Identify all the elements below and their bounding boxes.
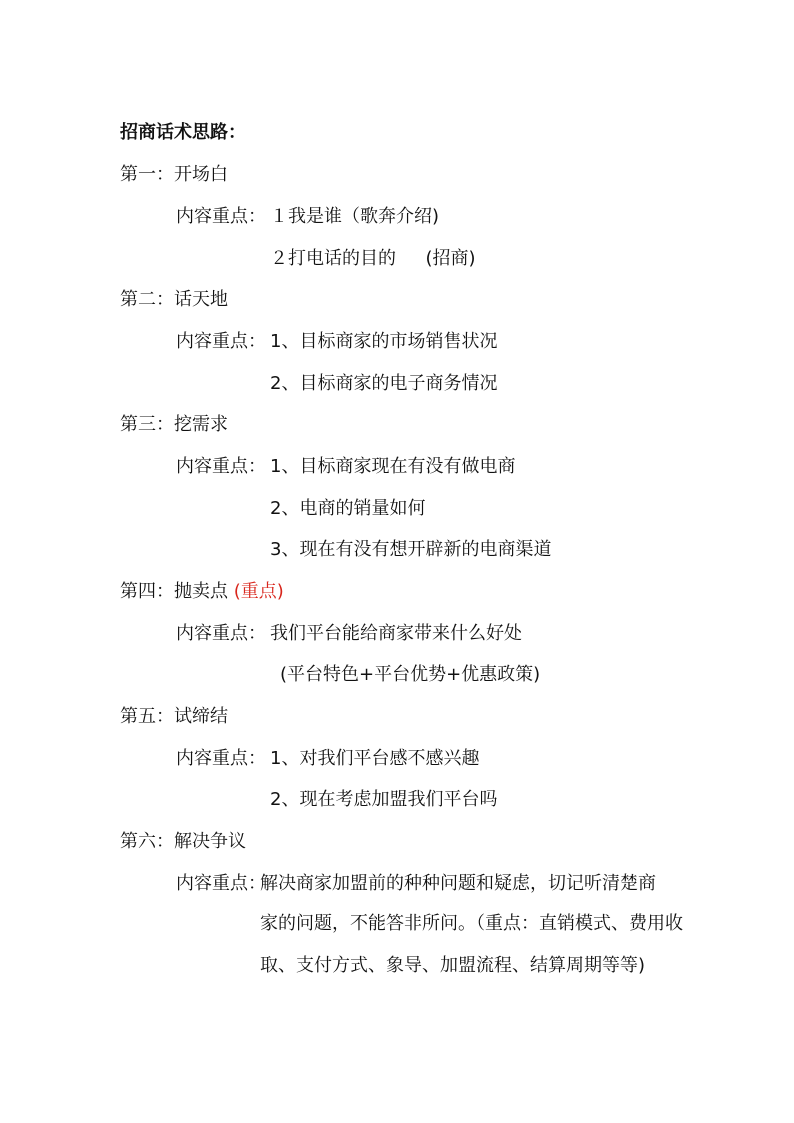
section-3-item-1: 1、目标商家现在有没有做电商 <box>270 456 516 477</box>
section-2-item-2: 2、目标商家的电子商务情况 <box>270 373 498 394</box>
section-4-emphasis-note: (重点) <box>233 581 284 602</box>
section-4-heading-row <box>120 580 284 604</box>
section-3-item-2: 2、电商的销量如何 <box>270 498 426 519</box>
section-3-item-3: 3、现在有没有想开辟新的电商渠道 <box>270 539 552 560</box>
section-1-heading: 第一：开场白 <box>120 164 228 185</box>
section-4-item-2: (平台特色+平台优势+优惠政策) <box>280 664 541 685</box>
section-1-item-2: ２打电话的目的 (招商) <box>270 248 476 269</box>
section-2-heading: 第二：话天地 <box>120 289 228 310</box>
section-5-item-1: 1、对我们平台感不感兴趣 <box>270 748 480 769</box>
section-5-item-2: 2、现在考虑加盟我们平台吗 <box>270 789 498 810</box>
section-5-heading: 第五：试缔结 <box>120 706 228 727</box>
section-6-heading: 第六：解决争议 <box>120 831 246 852</box>
section-1-item-1: １我是谁（歌奔介绍) <box>270 206 440 227</box>
section-3-heading: 第三：挖需求 <box>120 414 228 435</box>
section-3-label: 内容重点： <box>176 456 266 477</box>
section-6-text-continuation: 家的问题，不能答非所问。（重点：直销模式、费用收取、支付方式、象导、加盟流程、结算周期等等) <box>260 913 683 976</box>
section-5-label: 内容重点： <box>176 748 266 769</box>
section-4-label: 内容重点： <box>176 623 266 644</box>
section-6-text-first-line: 解决商家加盟前的种种问题和疑虑，切记听清楚商 <box>260 873 656 894</box>
section-4-heading: 第四：抛卖点 <box>120 581 228 602</box>
section-4-item-1: 我们平台能给商家带来什么好处 <box>270 623 522 644</box>
section-2-item-1: 1、目标商家的市场销售状况 <box>270 331 498 352</box>
section-2-label: 内容重点： <box>176 331 266 352</box>
document-title: 招商话术思路： <box>120 122 246 143</box>
section-1-label: 内容重点： <box>176 206 266 227</box>
section-6-label: 内容重点： <box>176 873 266 894</box>
